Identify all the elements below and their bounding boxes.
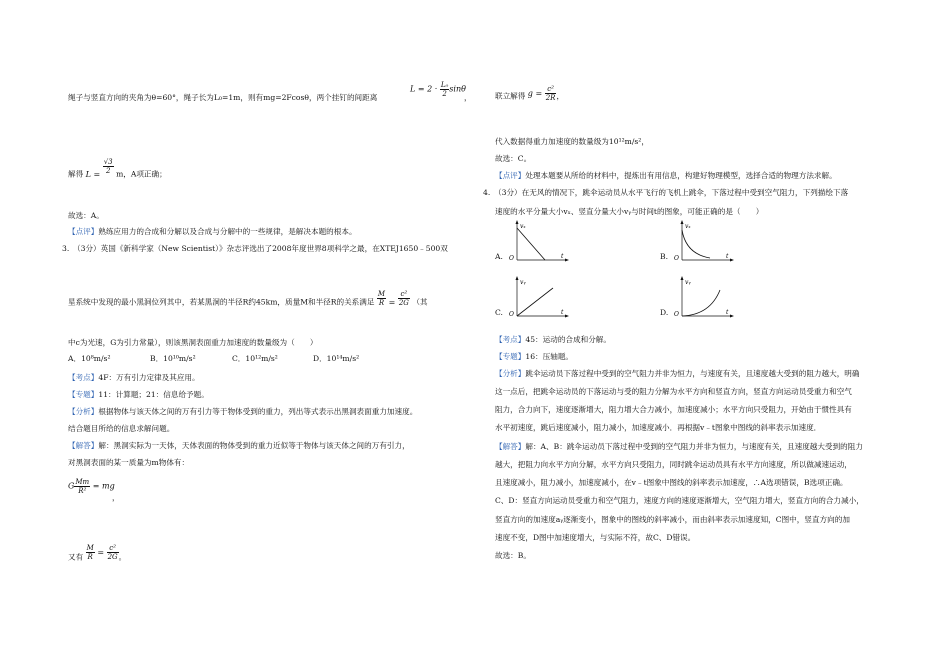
right-fenxi-1: 【分析】跳伞运动员下落过程中受到的空气阻力并非为恒力，与速度有关，且速度越大受到的阻力越大，明确 (495, 369, 860, 378)
graph-b-label[interactable]: B. (660, 252, 668, 261)
right-jieda-3: 且速度减小，阻力减小，加速度减小，在v﹣t图象中图线的斜率表示加速度，∴A选项错误，B选项正确。 (495, 478, 848, 487)
option-b[interactable]: B．10¹⁰m/s² (150, 354, 196, 363)
graph-b-origin: O (674, 255, 679, 262)
equation-gravity-end: ， (112, 493, 120, 502)
left-you-you: 又有 $\frac{M}{R}$ = $\frac{\text{c²}}{2G}$ 。 (68, 544, 127, 562)
equation-result: L = $\frac{√3}{2}$ (85, 158, 113, 179)
left-fenxi-2: 结合题目所给的信息求解问题。 (68, 424, 175, 433)
right-jieda-4: C、D：竖直方向运动员受重力和空气阻力，速度方向的速度逐渐增大，空气阻力增大，竖直方向的合力减小， (495, 496, 864, 505)
graph-b-xlabel: t (726, 253, 729, 260)
question-3-line-3: 中c为光速，G为引力常量），则该黑洞表面重力加速度的数量级为（ ） (68, 338, 318, 347)
graph-d-y-arrow (681, 276, 684, 280)
right-zhuanti: 【专题】16：压轴题。 (495, 352, 574, 361)
graph-a-ylabel: vₓ (520, 223, 526, 230)
left-line-1-end: ， (464, 93, 472, 102)
right-jieda-5: 竖直方向的加速度aᵧ逐渐变小，图象中的图线的斜率减小，而由斜率表示加速度知，C图中，竖直方向的加 (495, 515, 850, 524)
right-fenxi-3: 阻力，合力向下，速度逐渐增大，阻力增大合力减小，加速度减小；水平方向只受阻力，开始由于惯性具有 (495, 405, 852, 414)
graph-d-ylabel: vᵧ (685, 279, 691, 286)
left-zhuanti: 【专题】11：计算题；21：信息给予题。 (68, 390, 209, 399)
question-4-line-1: 4. （3分）在无风的情况下，跳伞运动员从水平飞行的飞机上跳伞，下落过程中受到空气阻力，下列描绘下落 (483, 188, 849, 197)
left-comment: 【点评】熟练应用力的合成和分解以及合成与分解中的一些规律，是解决本题的根本。 (68, 227, 357, 236)
graph-a-y-arrow (516, 220, 519, 224)
left-fenxi-1: 【分析】根据物体与该天体之间的万有引力等于物体受到的重力，列出等式表示出黑洞表面重力加速度。 (68, 407, 418, 416)
graph-b-y-arrow (681, 220, 684, 224)
graph-c-origin: O (509, 311, 514, 318)
left-line-2: 解得 L = $\frac{√3}{2}$ m，A项正确； (68, 158, 167, 179)
graph-d-origin: O (674, 311, 679, 318)
option-c[interactable]: C．10¹²m/s² (232, 354, 278, 363)
left-line-3: 故选：A。 (68, 211, 104, 220)
right-comment: 【点评】处理本题要从所给的材料中，提炼出有用信息，构建好物理模型，选择合适的物理方法求解。 (495, 171, 837, 180)
graph-a-curve (517, 228, 545, 260)
right-fenxi-4: 水平初速度，跳后速度减小，阻力减小，加速度减小．再根据v﹣t图象中图线的斜率表示加速度． (495, 423, 822, 432)
graph-c-x-arrow (565, 315, 569, 318)
graph-c-y-arrow (516, 276, 519, 280)
right-lianli: 联立解得 g = $\frac{\text{c²}}{2R}$ ， (495, 85, 565, 102)
equation-L: L = 2 · $\frac{\text{L₀}}{2}$ sinθ (410, 81, 466, 98)
right-end: 故选：B。 (495, 551, 531, 560)
graph-c-label[interactable]: C. (495, 308, 503, 317)
graph-b[interactable] (670, 220, 736, 264)
question-4-line-2: 速度的水平分量大小vₓ、竖直分量大小vᵧ与时间t的图象，可能正确的是（ ） (495, 207, 764, 216)
graph-a-origin: O (509, 255, 514, 262)
graph-c-ylabel: vᵧ (520, 279, 526, 286)
graph-b-curve (682, 230, 710, 258)
graph-c[interactable] (505, 276, 571, 320)
graph-b-x-arrow (730, 259, 734, 262)
option-d[interactable]: D．10¹⁴m/s² (313, 354, 360, 363)
right-jieda-2: 越大，把阻力向水平方向分解，水平方向只受阻力，同时跳伞运动员具有水平方向速度，所以做减速运动， (495, 460, 852, 469)
fraction-c2-2G: $\frac{\text{c²}}{2G}$ (398, 290, 409, 307)
right-kaodian: 【考点】45：运动的合成和分解。 (495, 335, 611, 344)
right-jieda-6: 速度不变，D图中加速度增大，与实际不符，故C、D错误。 (495, 533, 696, 542)
graph-d[interactable] (670, 276, 736, 320)
right-fenxi-2: 这一点后，把跳伞运动员的下落运动与受的阻力分解为水平方向和竖直方向，竖直方向运动员受重力和空气 (495, 387, 852, 396)
option-a[interactable]: A．10⁸m/s² (68, 354, 111, 363)
graph-a[interactable] (505, 220, 571, 264)
left-kaodian: 【考点】4F：万有引力定律及其应用。 (68, 373, 200, 382)
right-jieda-1: 【解答】解：A、B：跳伞运动员下落过程中受到的空气阻力并非为恒力，与速度有关，且速度越大受到的阻力 (495, 442, 863, 451)
left-line-1: 绳子与竖直方向的夹角为θ=60°，绳子长为L₀=1m，则有mg=2Fcosθ，两个挂钉的间距离 (68, 93, 378, 102)
graph-d-label[interactable]: D. (660, 308, 669, 317)
question-3-line-2: 星系统中发现的最小黑洞位列其中，若某黑洞的半径R约45km，质量M和半径R的关系满足 $\frac{M}{R}$ = $\frac{\text{c²}}{2G}$ （其 (68, 290, 428, 307)
graph-d-x-arrow (730, 315, 734, 318)
graph-d-curve (682, 290, 720, 316)
graph-b-ylabel: vₓ (685, 223, 691, 230)
graph-a-label[interactable]: A. (495, 252, 503, 261)
right-line-2: 故选：C。 (495, 154, 532, 163)
graph-c-xlabel: t (561, 309, 564, 316)
left-jieda-1: 【解答】解：黑洞实际为一天体，天体表面的物体受到的重力近似等于物体与该天体之间的万有引力， (68, 441, 410, 450)
graph-a-x-arrow (565, 259, 569, 262)
right-line-1: 代入数据得重力加速度的数量级为10¹²m/s²， (495, 137, 649, 146)
question-3-line-1: 3. （3分）英国《新科学家（New Scientist）》杂志评选出了2008年度世界8项科学之最，在XTEJ1650﹣500双 (62, 244, 448, 253)
fraction-M-R: $\frac{M}{R}$ (377, 290, 386, 307)
left-jieda-2: 对黑洞表面的某一质量为m物体有： (68, 458, 190, 467)
graph-d-xlabel: t (726, 309, 729, 316)
equation-gravity: G $\frac{Mm}{\text{R²}}$ = mg (68, 478, 115, 495)
graph-a-xlabel: t (561, 253, 564, 260)
graph-c-curve (517, 288, 553, 316)
